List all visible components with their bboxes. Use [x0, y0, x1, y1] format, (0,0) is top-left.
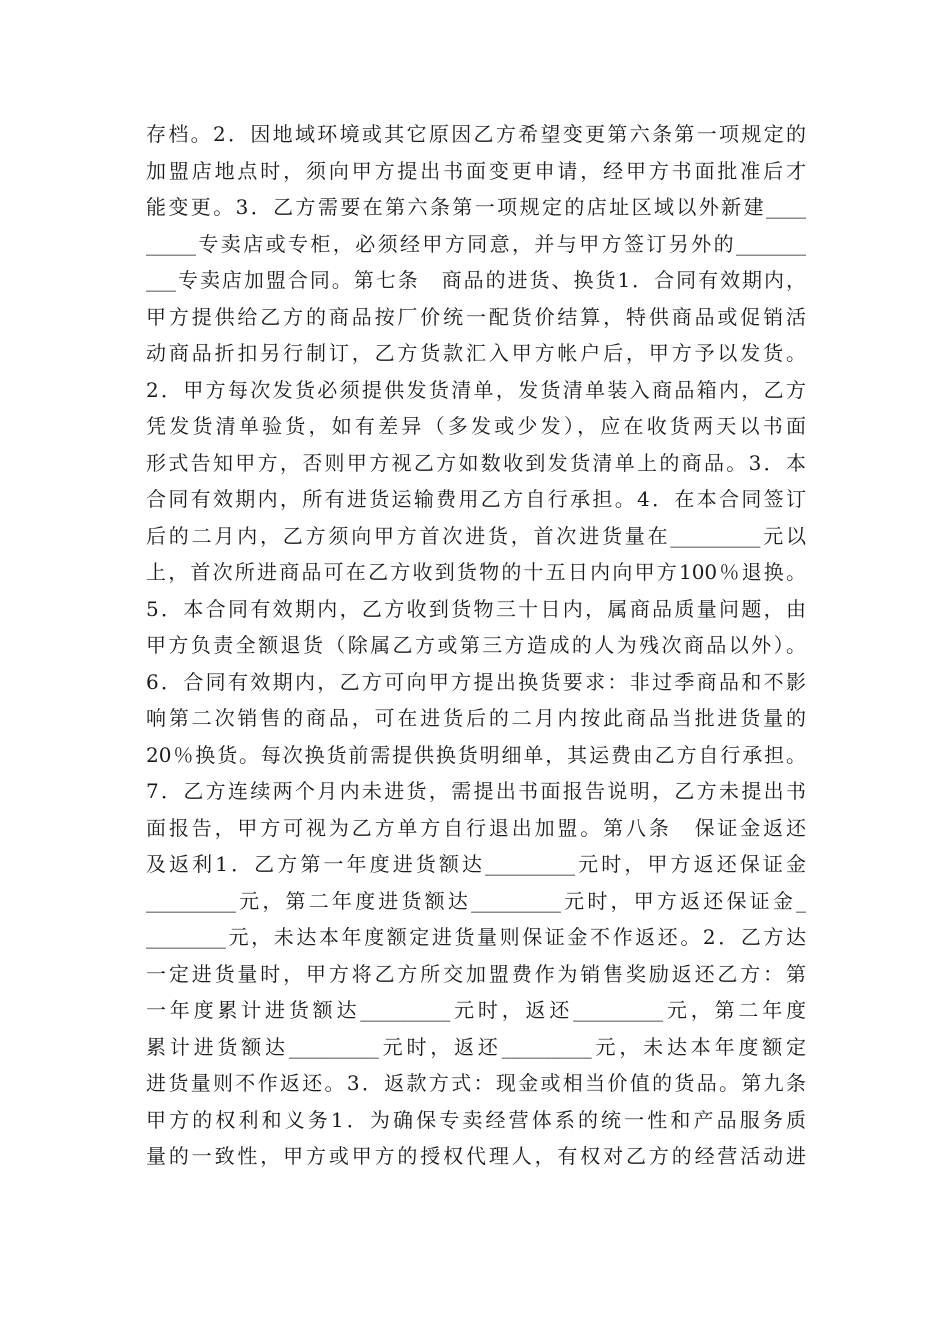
text-line: ________元，未达本年度额定进货量则保证金不作返还。2．乙方达 [146, 925, 806, 949]
text-line: 一年度累计进货额达_________元时，返还_________元，第二年度 [146, 998, 806, 1022]
text-line: ___专卖店加盟合同。第七条 商品的进货、换货1．合同有效期内， [146, 268, 806, 292]
contract-body-text [146, 116, 806, 1175]
text-line: 一定进货量时，甲方将乙方所交加盟费作为销售奖励返还乙方：第 [146, 961, 806, 986]
text-line: 量的一致性，甲方或甲方的授权代理人，有权对乙方的经营活动进 [146, 1144, 806, 1168]
text-line: 合同有效期内，所有进货运输费用乙方自行承担。4．在本合同签订 [146, 487, 806, 511]
text-line: 后的二月内，乙方须向甲方首次进货，首次进货量在_________元以 [146, 523, 806, 548]
text-line: 凭发货清单验货，如有差异（多发或少发），应在收货两天以书面 [146, 414, 806, 438]
text-line: 6．合同有效期内，乙方可向甲方提出换货要求：非过季商品和不影 [146, 669, 806, 694]
text-line: 能变更。3．乙方需要在第六条第一项规定的店址区域以外新建____ [146, 195, 806, 219]
text-line: 2．甲方每次发货必须提供发货清单，发货清单装入商品箱内，乙方 [146, 377, 806, 402]
text-line: 甲方提供给乙方的商品按厂价统一配货价结算，特供商品或促销活 [146, 304, 806, 329]
text-line: 及返利1．乙方第一年度进货额达_________元时，甲方返还保证金 [146, 852, 806, 876]
text-line: 加盟店地点时，须向甲方提出书面变更申请，经甲方书面批准后才 [146, 158, 806, 183]
text-line: 动商品折扣另行制订，乙方货款汇入甲方帐户后，甲方予以发货。 [146, 341, 806, 365]
text-line: 累计进货额达_________元时，返还_________元，未达本年度额定 [146, 1034, 806, 1059]
text-line: 7．乙方连续两个月内未进货，需提出书面报告说明，乙方未提出书 [146, 779, 806, 803]
text-line: 甲方负责全额退货（除属乙方或第三方造成的人为残次商品以外）。 [146, 633, 806, 657]
text-line: _________元，第二年度进货额达_________元时，甲方返还保证金_ [146, 888, 806, 913]
text-line: 20％换货。每次换货前需提供换货明细单，其运费由乙方自行承担。 [146, 742, 806, 767]
text-line: 进货量则不作返还。3．返款方式：现金或相当价值的货品。第九条 [146, 1071, 806, 1095]
text-line: 面报告，甲方可视为乙方单方自行退出加盟。第八条 保证金返还 [146, 815, 806, 840]
text-line: 响第二次销售的商品，可在进货后的二月内按此商品当批进货量的 [146, 706, 806, 730]
text-line: 存档。2．因地域环境或其它原因乙方希望变更第六条第一项规定的 [146, 122, 806, 146]
text-line: 形式告知甲方，否则甲方视乙方如数收到发货清单上的商品。3．本 [146, 450, 806, 475]
text-line: 5．本合同有效期内，乙方收到货物三十日内，属商品质量问题，由 [146, 596, 806, 621]
text-line: 甲方的权利和义务1．为确保专卖经营体系的统一性和产品服务质 [146, 1107, 806, 1132]
text-line: 上，首次所进商品可在乙方收到货物的十五日内向甲方100％退换。 [146, 560, 806, 584]
text-line: _____专卖店或专柜，必须经甲方同意，并与甲方签订另外的_______ [146, 231, 806, 256]
